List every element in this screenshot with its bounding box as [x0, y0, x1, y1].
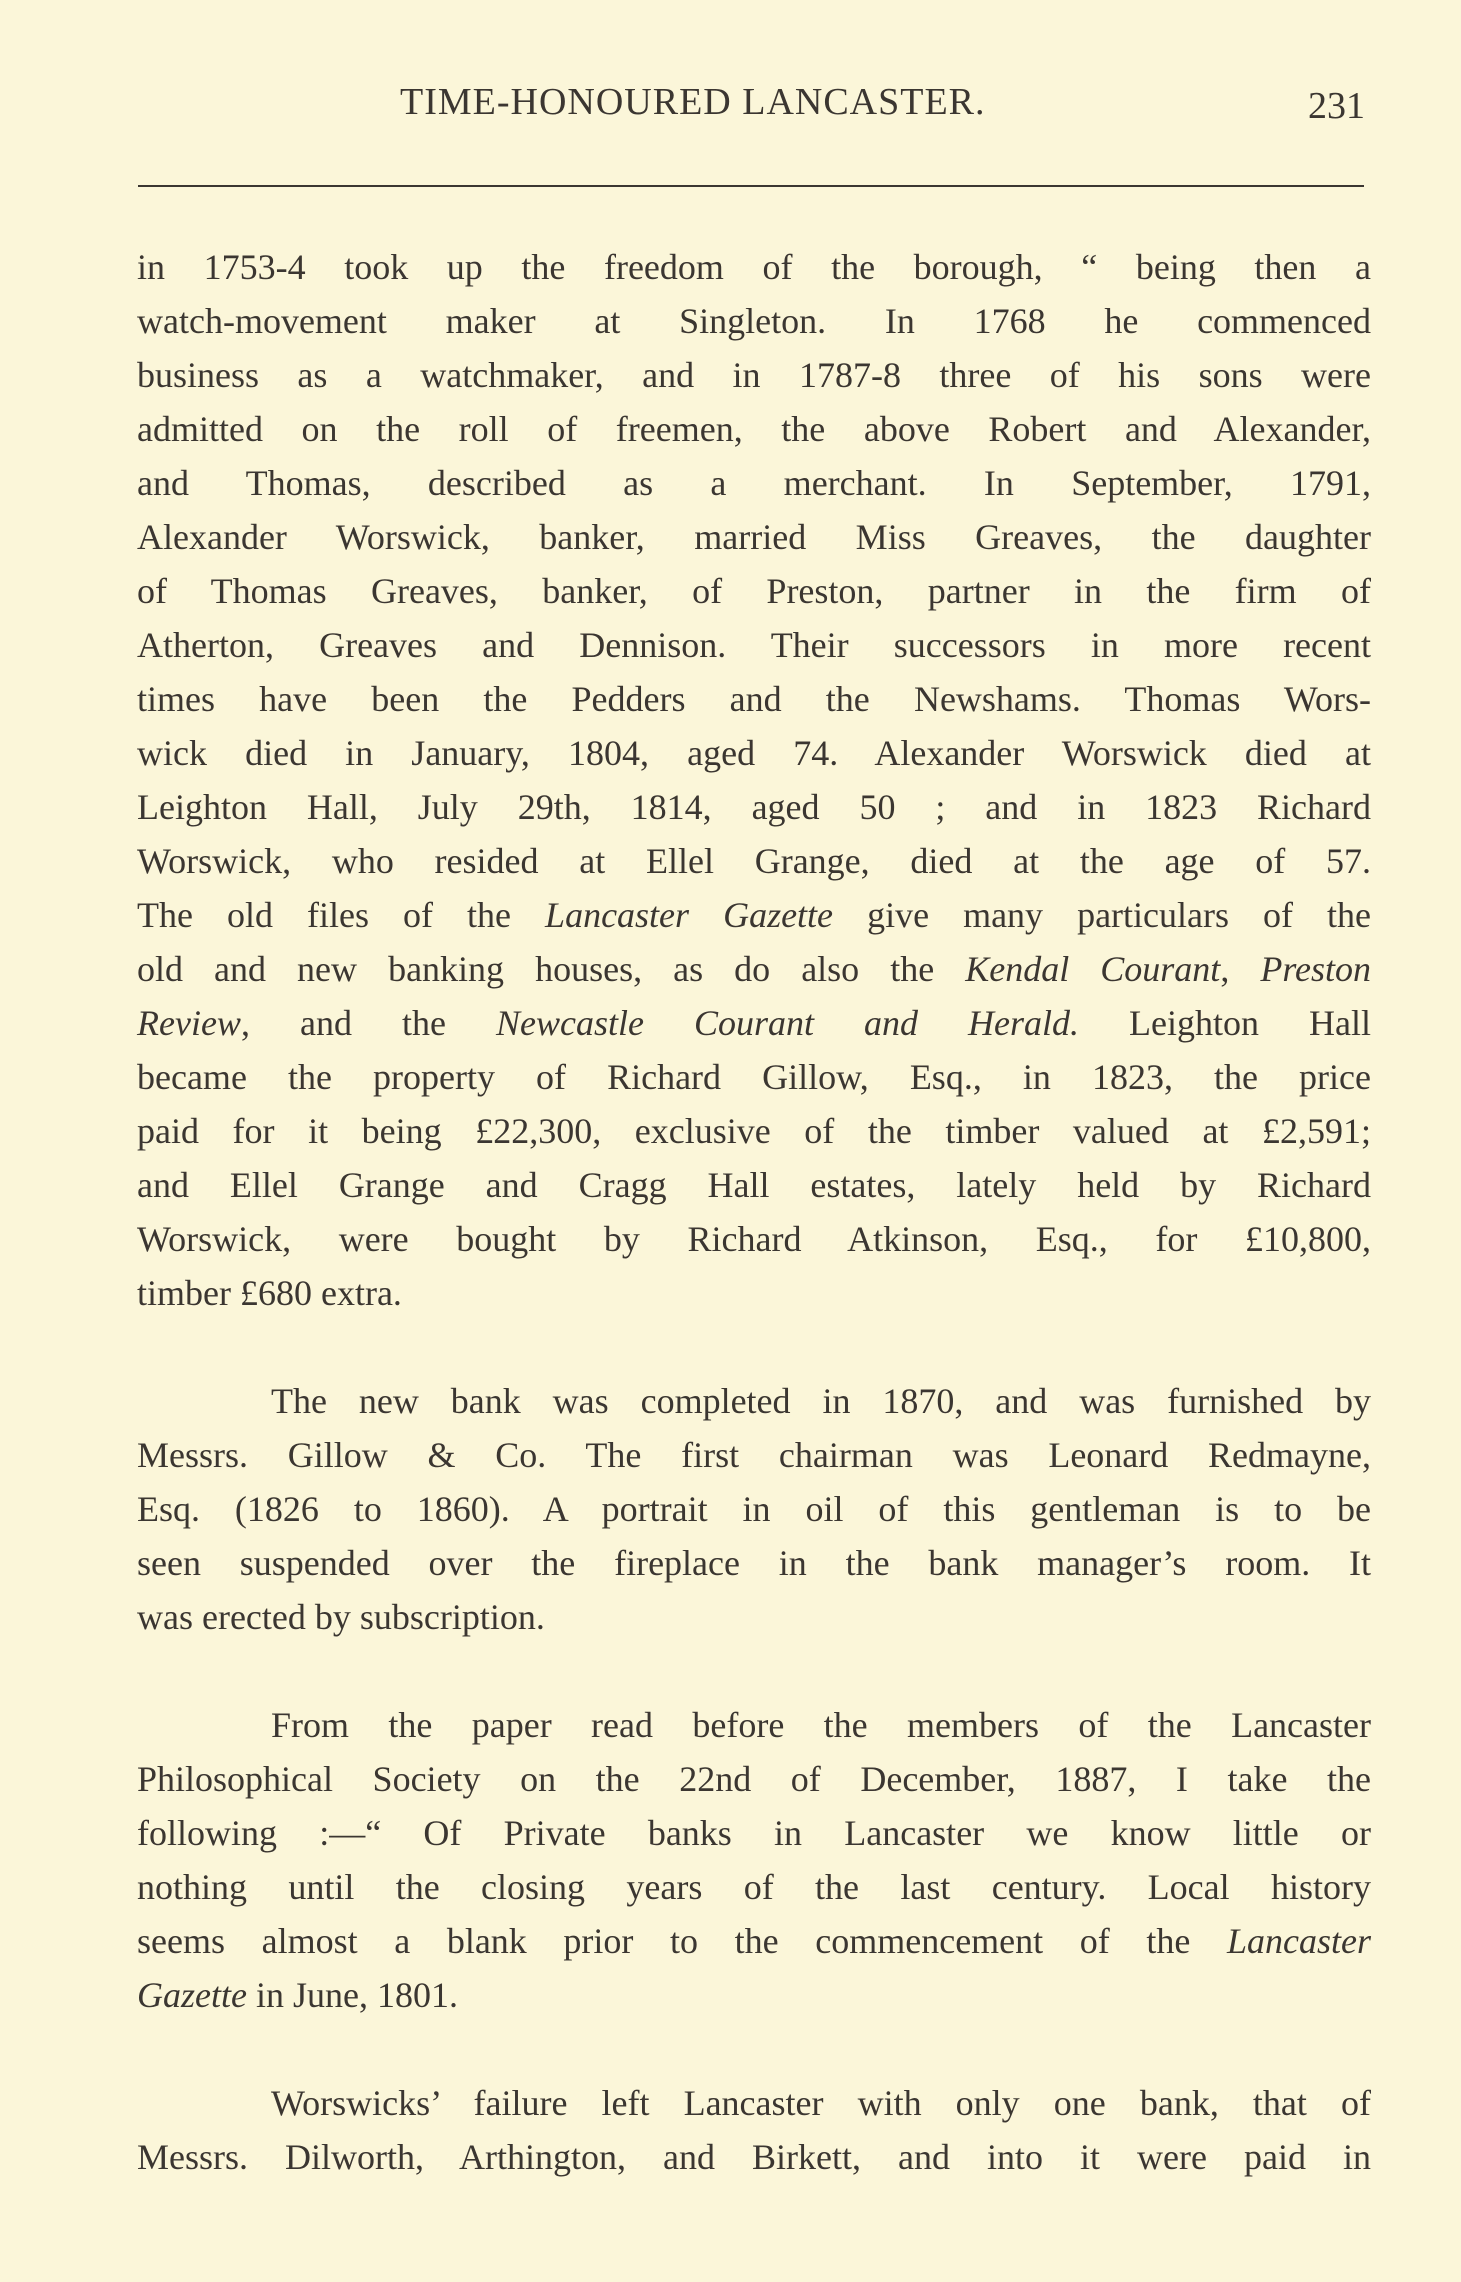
- text-segment: admitted on the roll of freemen, the above Robert and Alexander,: [137, 409, 1371, 449]
- text-line: [137, 1428, 1371, 1482]
- text-segment: Leighton Hall, July 29th, 1814, aged 50 ; and in 1823 Richard: [137, 787, 1371, 827]
- text-line: [137, 1482, 1371, 1536]
- text-segment: Messrs. Dilworth, Arthington, and Birkett, and into it were paid in: [137, 2137, 1371, 2177]
- text-line: [137, 726, 1371, 780]
- text-segment: of Thomas Greaves, banker, of Preston, partner in the firm of: [137, 571, 1371, 611]
- text-line: [137, 1104, 1371, 1158]
- text-segment: Atherton, Greaves and Dennison. Their successors in more recent: [137, 625, 1371, 665]
- text-segment: paid for it being £22,300, exclusive of the timber valued at £2,591;: [137, 1111, 1371, 1151]
- text-line: [137, 1752, 1371, 1806]
- text-line: [137, 348, 1371, 402]
- text-line: [137, 564, 1371, 618]
- page-number: 231: [1308, 85, 1365, 127]
- text-segment: seems almost a blank prior to the commencement of the: [137, 1921, 1227, 1961]
- text-line: [137, 672, 1371, 726]
- text-segment: following :—“ Of Private banks in Lancaster we know little or: [137, 1813, 1371, 1853]
- italic-title: Lancaster Gazette: [545, 895, 834, 935]
- paragraph: [137, 1698, 1371, 2022]
- text-line: [137, 996, 1371, 1050]
- text-segment: and Thomas, described as a merchant. In September, 1791,: [137, 463, 1371, 503]
- text-line: [137, 1590, 1371, 1644]
- text-segment: The new bank was completed in 1870, and was furnished by: [271, 1381, 1371, 1421]
- text-segment: old and new banking houses, as do also the: [137, 949, 966, 989]
- text-segment: became the property of Richard Gillow, Esq., in 1823, the price: [137, 1057, 1371, 1097]
- text-line: [137, 888, 1371, 942]
- italic-title: Review: [137, 1003, 241, 1043]
- text-segment: From the paper read before the members of the Lancaster: [271, 1705, 1371, 1745]
- text-segment: , and the: [240, 1003, 496, 1043]
- text-segment: Worswicks’ failure left Lancaster with only one bank, that of: [271, 2083, 1371, 2123]
- text-line: [137, 1212, 1371, 1266]
- italic-title: Lancaster: [1227, 1921, 1371, 1961]
- text-line: [137, 1698, 1371, 1752]
- text-line: [137, 942, 1371, 996]
- text-line: [137, 402, 1371, 456]
- paragraph: [137, 2076, 1371, 2184]
- text-line: [137, 240, 1371, 294]
- text-segment: seen suspended over the fireplace in the bank manager’s room. It: [137, 1543, 1371, 1583]
- text-line: [137, 1374, 1371, 1428]
- text-segment: give many particulars of the: [833, 895, 1372, 935]
- text-segment: wick died in January, 1804, aged 74. Alexander Worswick died at: [137, 733, 1371, 773]
- text-segment: Worswick, who resided at Ellel Grange, died at the age of 57.: [137, 841, 1371, 881]
- body-text: [137, 240, 1371, 2238]
- text-line: [137, 780, 1371, 834]
- text-segment: in 1753-4 took up the freedom of the borough, “ being then a: [137, 247, 1371, 287]
- text-segment: The old files of the: [137, 895, 546, 935]
- text-line: [137, 510, 1371, 564]
- text-segment: was erected by subscription.: [137, 1597, 545, 1637]
- italic-title: Newcastle Courant and Herald.: [495, 1003, 1080, 1043]
- text-segment: Alexander Worswick, banker, married Miss Greaves, the daughter: [137, 517, 1371, 557]
- paragraph: [137, 240, 1371, 1320]
- text-line: [137, 834, 1371, 888]
- text-line: [137, 456, 1371, 510]
- text-line: [137, 1806, 1371, 1860]
- text-line: [137, 294, 1371, 348]
- text-segment: business as a watchmaker, and in 1787-8 three of his sons were: [137, 355, 1371, 395]
- italic-title: Preston: [1260, 949, 1372, 989]
- italic-title: Kendal Courant: [965, 949, 1221, 989]
- text-segment: Philosophical Society on the 22nd of December, 1887, I take the: [137, 1759, 1371, 1799]
- text-segment: in June, 1801.: [246, 1975, 458, 2015]
- text-line: [137, 1860, 1371, 1914]
- text-line: [137, 1914, 1371, 1968]
- text-segment: and Ellel Grange and Cragg Hall estates, lately held by Richard: [137, 1165, 1371, 1205]
- text-line: [137, 1158, 1371, 1212]
- text-segment: ,: [1220, 949, 1261, 989]
- text-segment: Leighton Hall: [1079, 1003, 1372, 1043]
- text-line: [137, 2130, 1371, 2184]
- text-line: [137, 2076, 1371, 2130]
- text-line: [137, 1266, 1371, 1320]
- text-segment: Worswick, were bought by Richard Atkinson, Esq., for £10,800,: [137, 1219, 1371, 1259]
- text-line: [137, 618, 1371, 672]
- text-segment: Messrs. Gillow & Co. The first chairman was Leonard Redmayne,: [137, 1435, 1371, 1475]
- paragraph: [137, 1374, 1371, 1644]
- text-line: [137, 1050, 1371, 1104]
- text-line: [137, 1536, 1371, 1590]
- running-head: TIME-HONOURED LANCASTER.: [400, 81, 986, 123]
- text-line: [137, 1968, 1371, 2022]
- header-rule: [138, 185, 1364, 187]
- italic-title: Gazette: [137, 1975, 247, 2015]
- text-segment: Esq. (1826 to 1860). A portrait in oil of this gentleman is to be: [137, 1489, 1371, 1529]
- text-segment: times have been the Pedders and the Newshams. Thomas Wors-: [137, 679, 1371, 719]
- text-segment: nothing until the closing years of the last century. Local history: [137, 1867, 1371, 1907]
- text-segment: timber £680 extra.: [137, 1273, 402, 1313]
- text-segment: watch-movement maker at Singleton. In 1768 he commenced: [137, 301, 1371, 341]
